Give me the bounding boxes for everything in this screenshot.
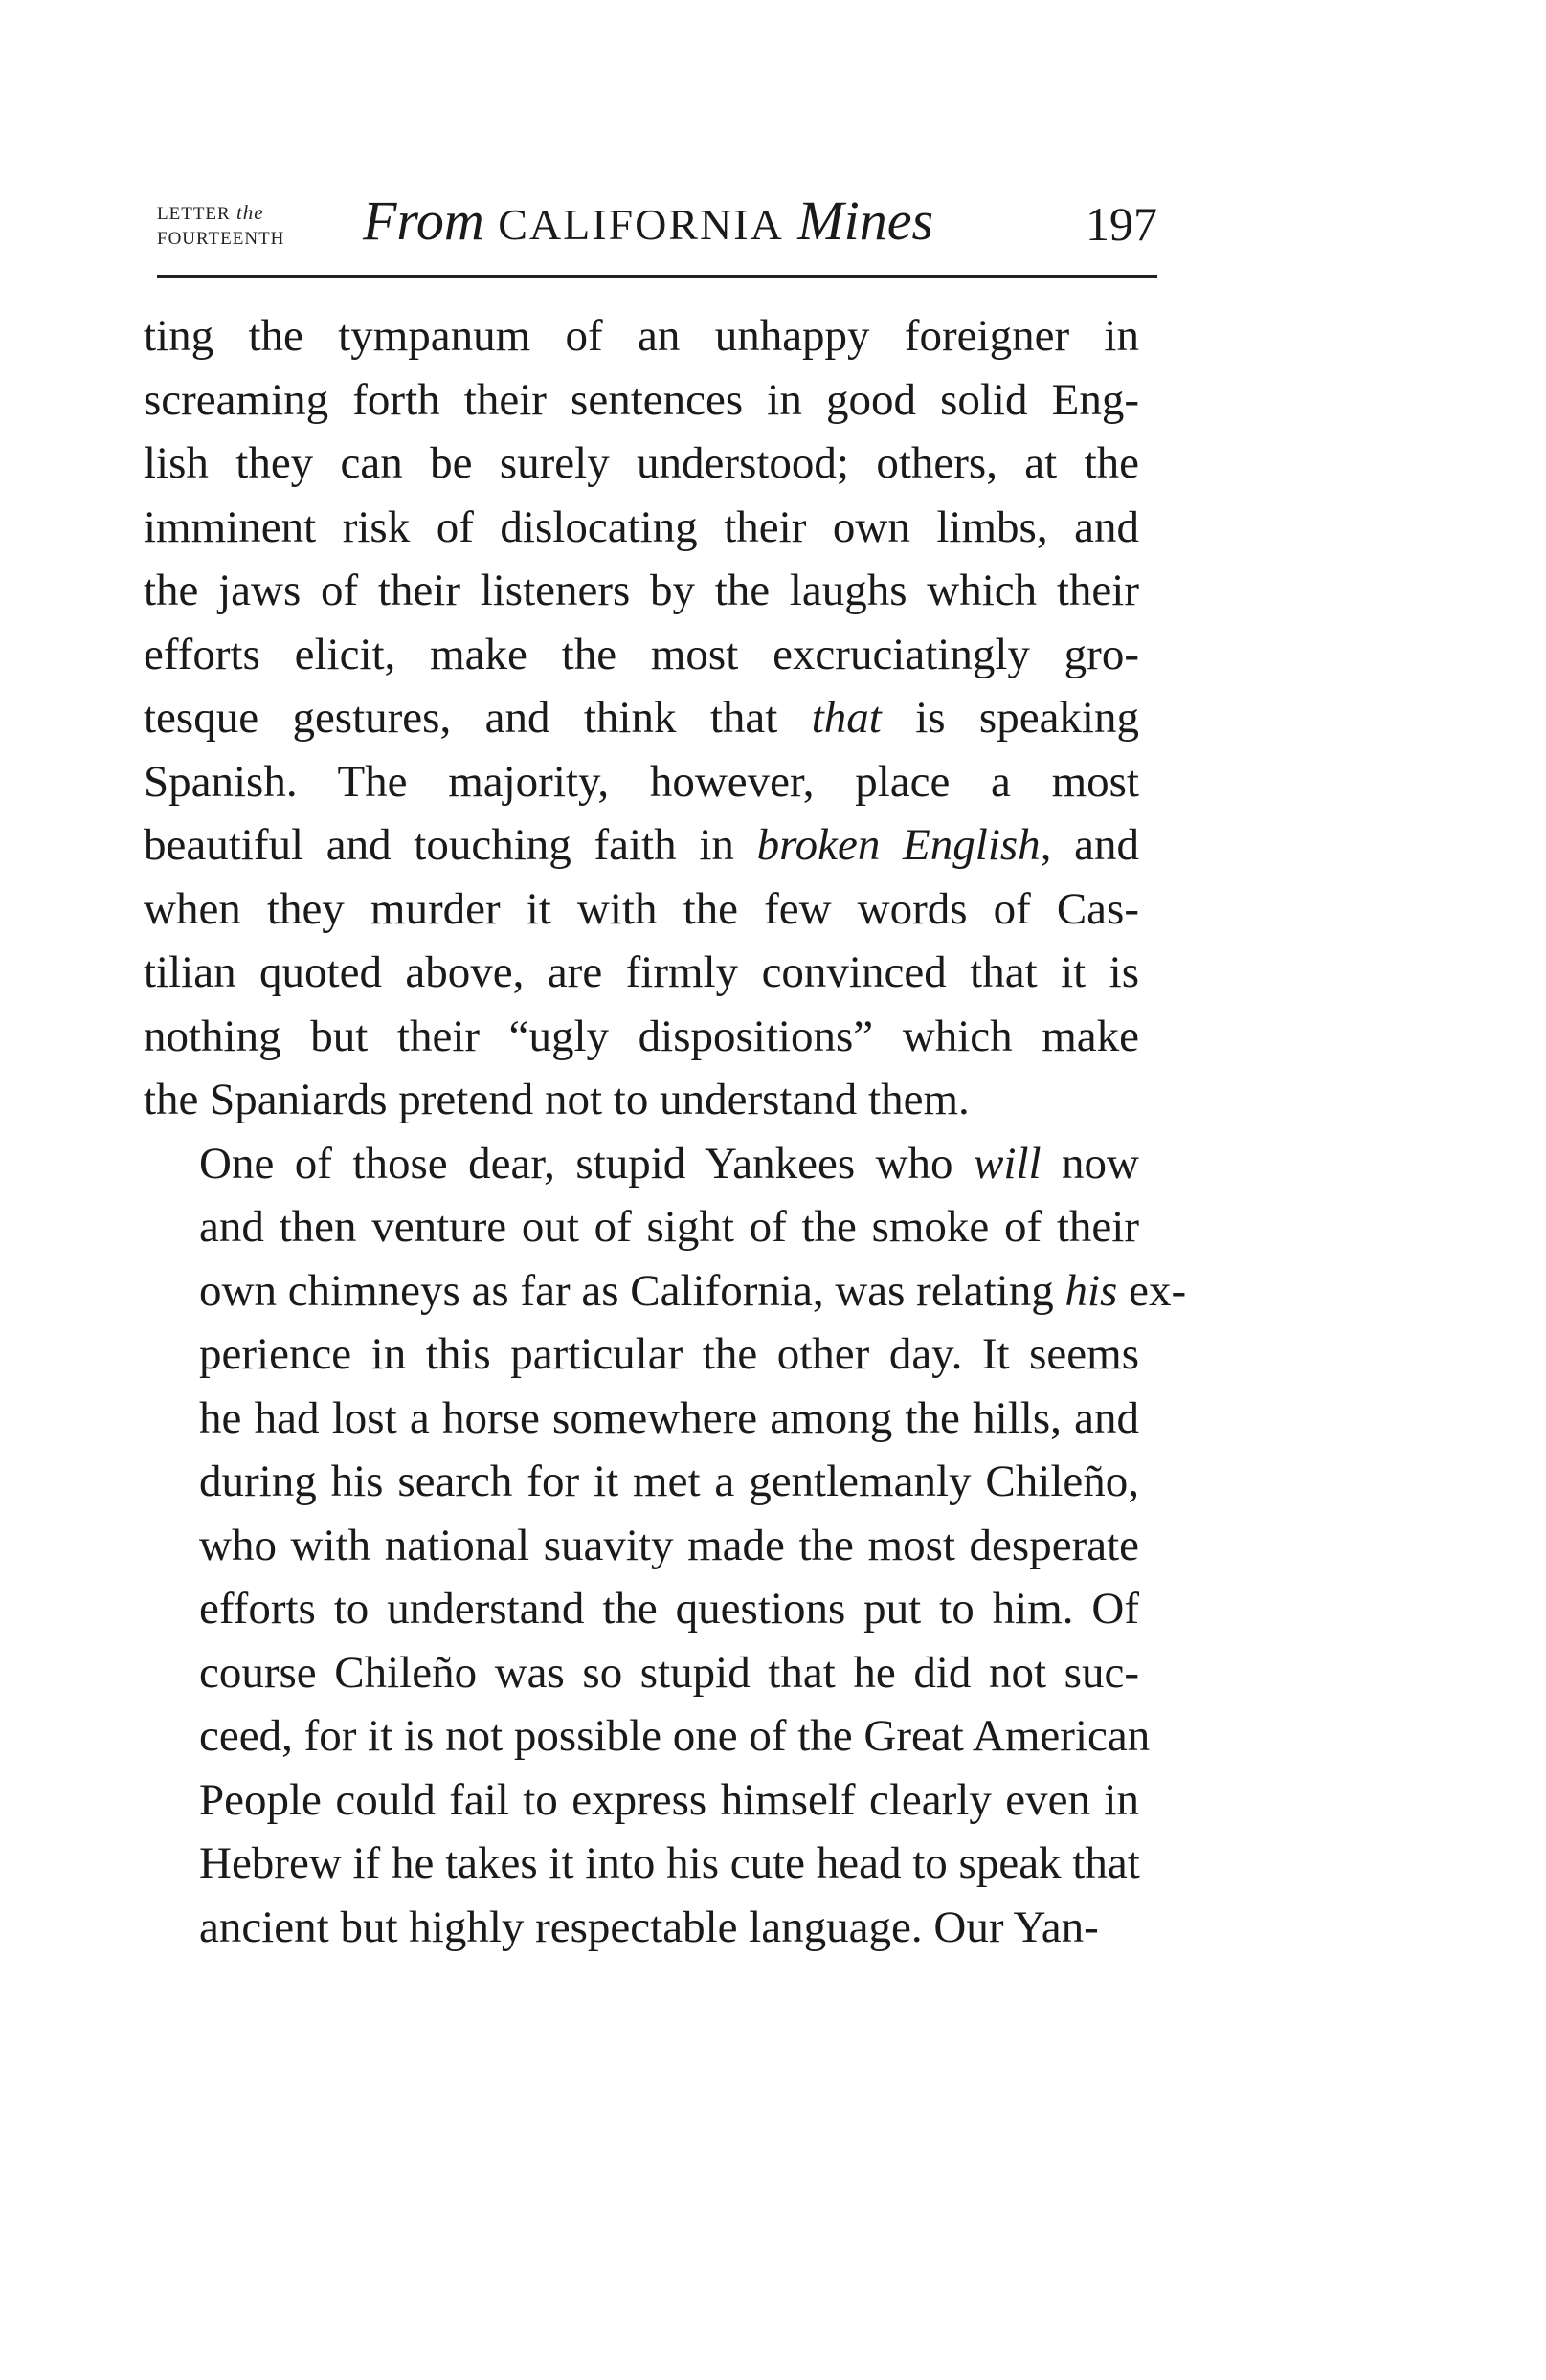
text-segment: screaming forth their sentences in good solid Eng-	[144, 374, 1139, 425]
text-segment: own chimneys as far as California, was relating	[199, 1265, 1065, 1316]
text-line	[144, 686, 1139, 750]
text-segment: lish they can be surely understood; others, at the	[144, 438, 1139, 488]
text-segment: imminent risk of dislocating their own limbs, and	[144, 501, 1139, 552]
text-line	[144, 1259, 1187, 1323]
text-segment: ancient but highly respectable language. Our Yan-	[199, 1902, 1099, 1952]
text-segment: who with national suavity made the most desperate	[199, 1520, 1139, 1570]
text-line	[144, 1514, 1139, 1578]
text-segment: course Chileño was so stupid that he did not suc-	[199, 1647, 1139, 1698]
text-segment: is speaking	[881, 693, 1139, 743]
running-title-california: CALIFORNIA	[498, 200, 784, 249]
italic-text: that	[811, 693, 882, 743]
text-segment: and then venture out of sight of the smoke of their	[199, 1202, 1139, 1252]
text-segment: nothing but their “ugly dispositions” which make	[144, 1011, 1139, 1061]
text-line	[144, 559, 1139, 623]
text-segment: when they murder it with the few words of Cas-	[144, 883, 1139, 934]
header-rule	[157, 275, 1157, 278]
text-line	[144, 813, 1139, 878]
italic-text: broken English,	[756, 820, 1052, 870]
text-segment: and	[1051, 820, 1139, 870]
text-line	[144, 941, 1139, 1005]
text-segment: Spanish. The majority, however, place a most	[144, 756, 1139, 807]
text-segment: ting the tympanum of an unhappy foreigner in	[144, 311, 1139, 361]
text-line	[144, 496, 1139, 560]
text-line	[144, 1896, 1139, 1960]
running-title-from: From	[363, 189, 484, 252]
text-segment: One of those dear, stupid Yankees who	[199, 1138, 975, 1189]
letter-label	[157, 201, 320, 251]
text-segment: People could fail to express himself clearly even in	[199, 1774, 1139, 1825]
paragraph-1	[144, 304, 1139, 1132]
text-segment: now	[1041, 1138, 1139, 1189]
text-line	[144, 1068, 1139, 1132]
body-text	[144, 304, 1187, 1959]
text-line	[144, 1450, 1139, 1514]
running-title	[363, 189, 933, 256]
text-line	[144, 1132, 1139, 1196]
text-line	[144, 368, 1139, 433]
italic-text: will	[974, 1138, 1042, 1189]
text-line	[144, 1005, 1139, 1069]
paragraph-2	[144, 1132, 1187, 1960]
text-segment: ex-	[1117, 1265, 1187, 1316]
text-line	[144, 1195, 1139, 1259]
text-line	[144, 432, 1139, 496]
text-line	[144, 1323, 1139, 1387]
letter-label-line1: LETTER	[157, 204, 231, 224]
text-segment: tesque gestures, and think that	[144, 693, 812, 743]
text-line	[144, 750, 1139, 814]
text-line	[144, 304, 1139, 368]
text-segment: ceed, for it is not possible one of the Great American	[199, 1711, 1151, 1761]
letter-label-the: the	[235, 201, 264, 224]
text-segment: beautiful and touching faith in	[144, 820, 757, 870]
text-line	[144, 1704, 1151, 1768]
text-segment: tilian quoted above, are firmly convinced that it is	[144, 947, 1139, 997]
text-line	[144, 1832, 1139, 1896]
italic-text: his	[1064, 1265, 1118, 1316]
text-line	[144, 623, 1139, 687]
page-number: 197	[1086, 197, 1157, 251]
text-line	[144, 878, 1139, 942]
text-line	[144, 1387, 1139, 1451]
text-line	[144, 1577, 1139, 1641]
text-segment: efforts to understand the questions put to him. Of	[199, 1584, 1139, 1634]
text-segment: Hebrew if he takes it into his cute head to speak that	[199, 1838, 1140, 1888]
text-segment: perience in this particular the other day. It seems	[199, 1329, 1139, 1379]
text-segment: during his search for it met a gentlemanly Chileño,	[199, 1457, 1139, 1506]
running-head	[157, 182, 1157, 278]
letter-label-line2: FOURTEENTH	[157, 229, 285, 249]
text-segment: he had lost a horse somewhere among the hills, and	[199, 1392, 1139, 1443]
text-segment: the Spaniards pretend not to understand them.	[144, 1075, 970, 1124]
text-line	[144, 1768, 1139, 1833]
running-title-mines: Mines	[797, 189, 934, 252]
text-segment: efforts elicit, make the most excruciatingly gro-	[144, 629, 1139, 679]
text-line	[144, 1641, 1139, 1705]
text-segment: the jaws of their listeners by the laughs which their	[144, 566, 1139, 615]
